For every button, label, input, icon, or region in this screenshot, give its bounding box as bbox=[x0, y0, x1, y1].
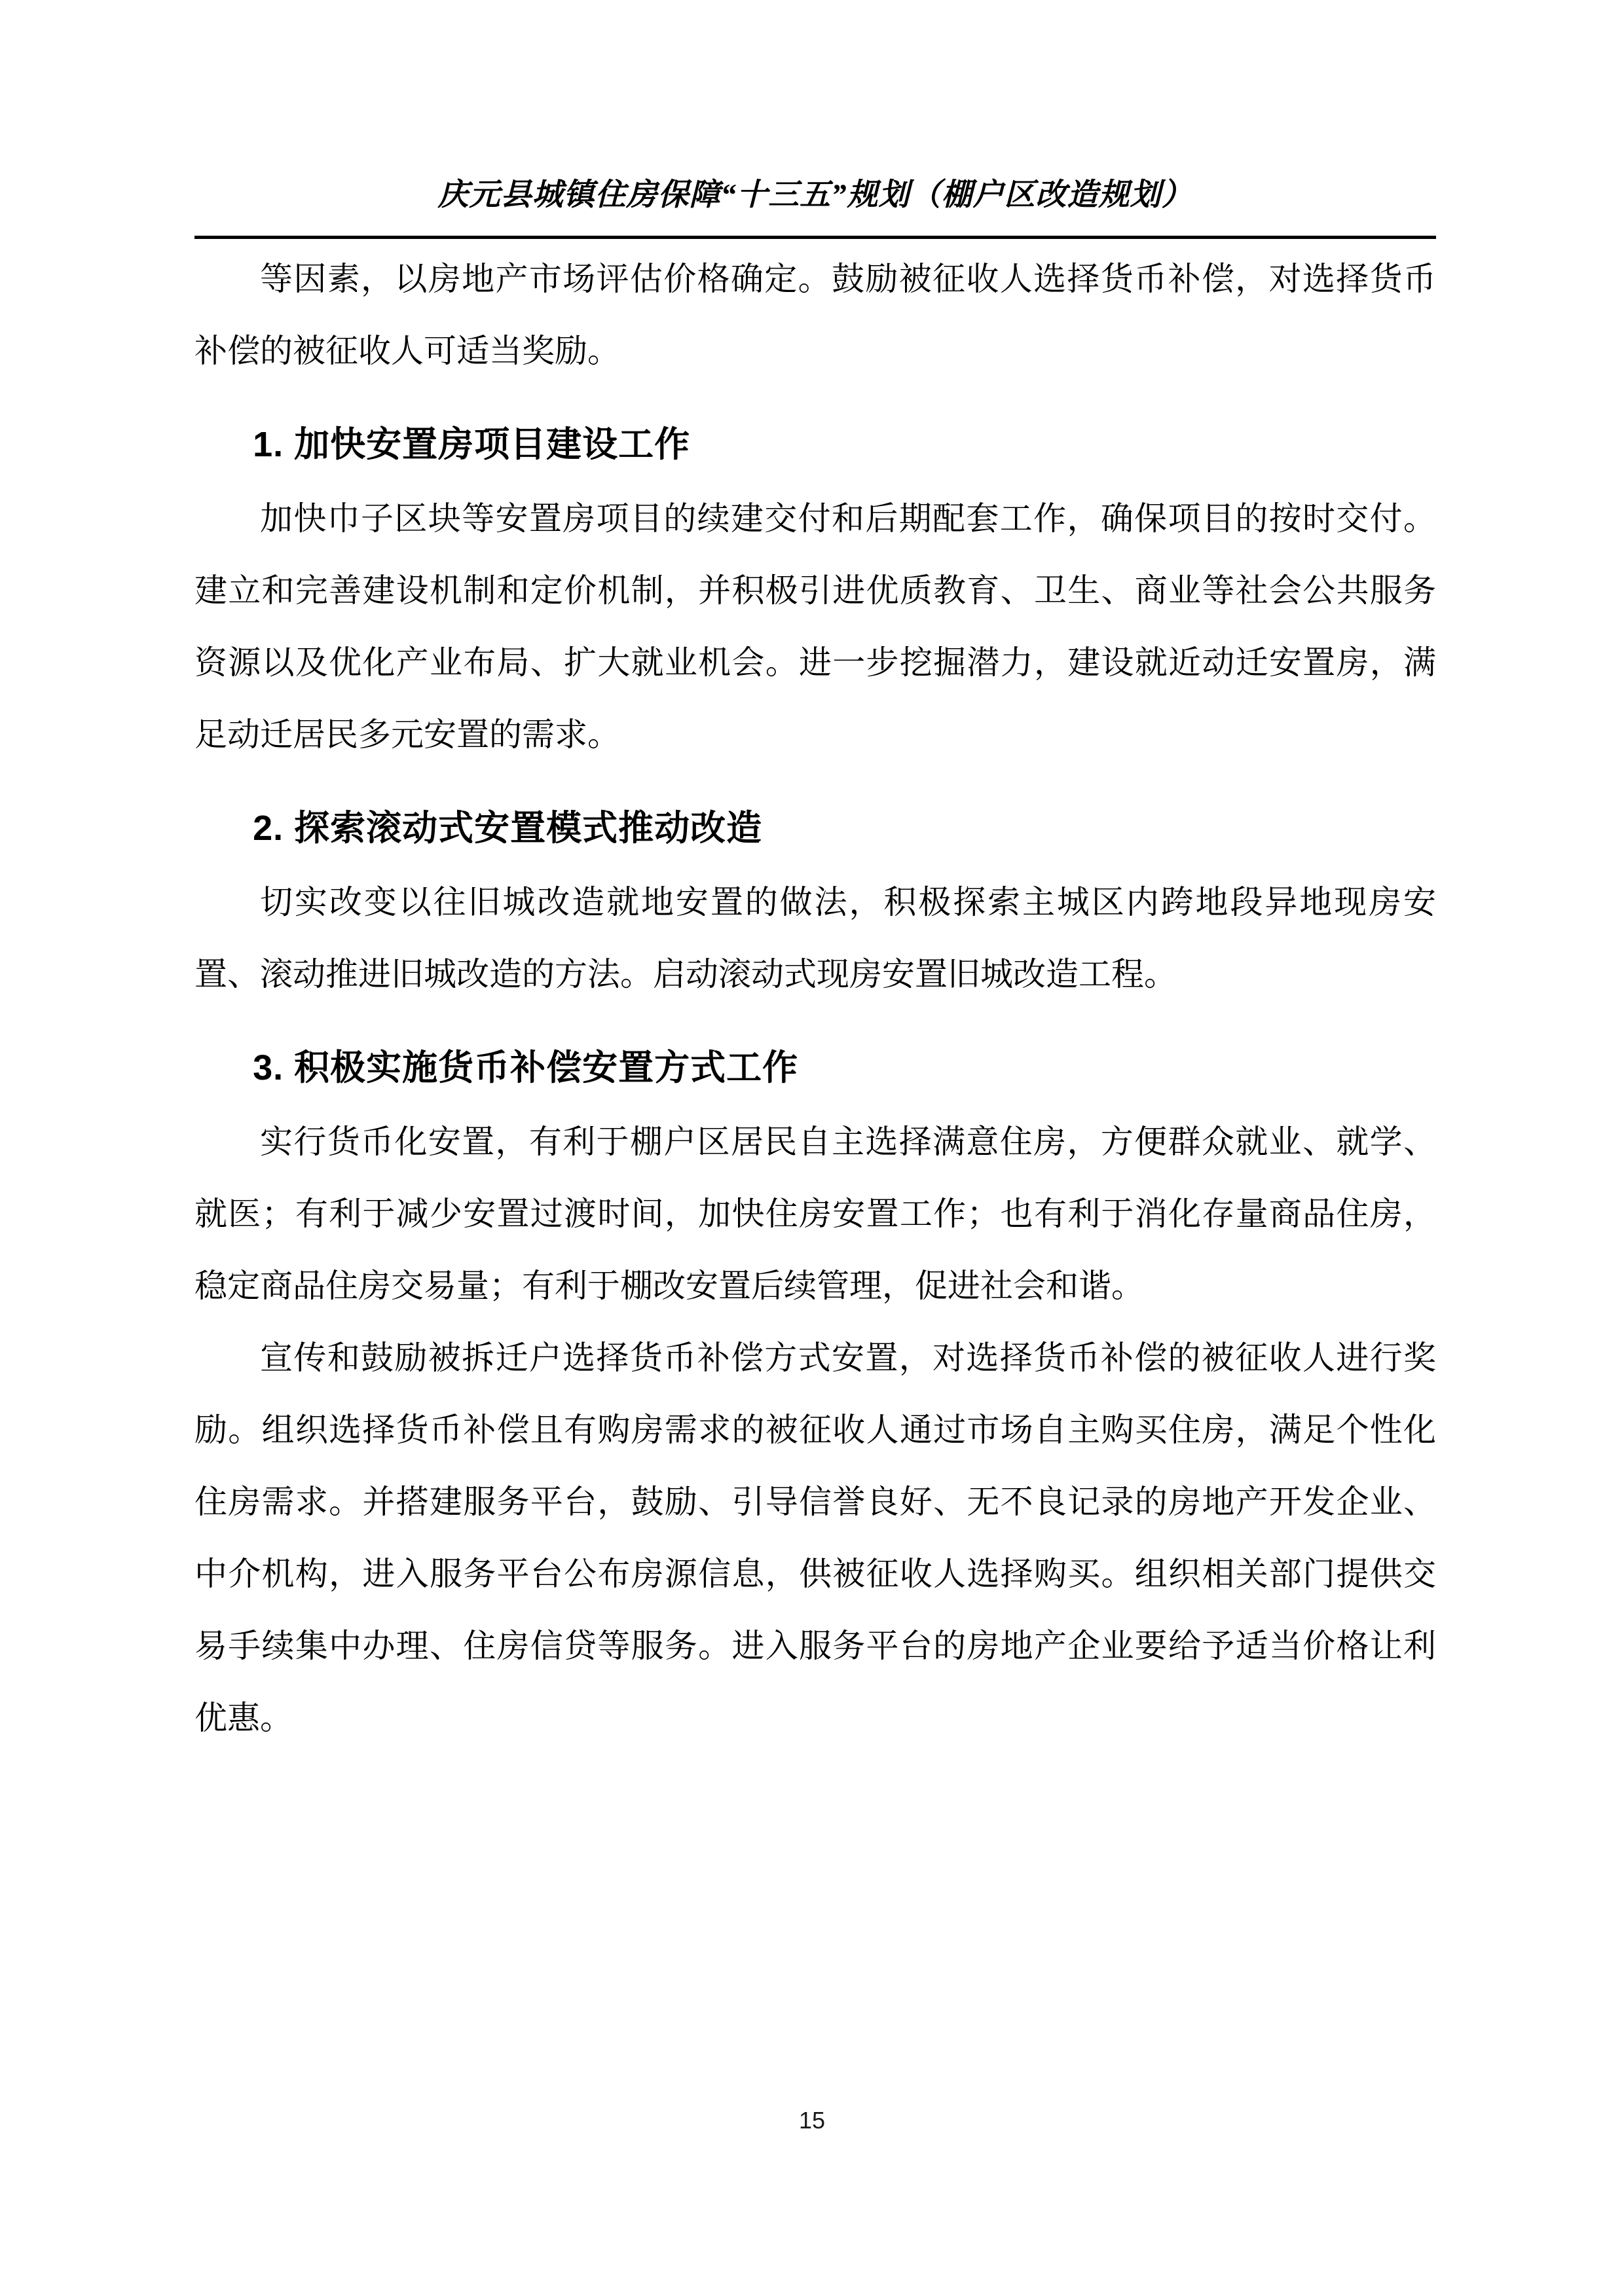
section-heading-2: 2. 探索滚动式安置模式推动改造 bbox=[253, 809, 763, 848]
section-1-paragraph: 加快巾子区块等安置房项目的续建交付和后期配套工作，确保项目的按时交付。建立和完善建设机制和定价机制，并积极引进优质教育、卫生、商业等社会公共服务资源以及优化产业布局、扩大就业机会。进一步挖掘潜力，建设就近动迁安置房，满足动迁居民多元安置的需求。 bbox=[194, 500, 1436, 753]
page-content bbox=[194, 174, 1436, 1754]
section-3-paragraph-2: 宣传和鼓励被拆迁户选择货币补偿方式安置，对选择货币补偿的被征收人进行奖励。组织选择货币补偿且有购房需求的被征收人通过市场自主购买住房，满足个性化住房需求。并搭建服务平台，鼓励、引导信誉良好、无不良记录的房地产开发企业、中介机构，进入服务平台公布房源信息，供被征收人选择购买。组织相关部门提供交易手续集中办理、住房信贷等服务。进入服务平台的房地产企业要给予适当价格让利优惠。 bbox=[194, 1339, 1436, 1736]
header-divider bbox=[194, 236, 1436, 239]
section-heading-3: 3. 积极实施货币补偿安置方式工作 bbox=[253, 1048, 799, 1087]
section-heading-1: 1. 加快安置房项目建设工作 bbox=[253, 425, 691, 464]
running-header-title: 庆元县城镇住房保障“十三五”规划（棚户区改造规划） bbox=[437, 178, 1193, 212]
page-number: 15 bbox=[798, 2107, 826, 2134]
section-2-paragraph: 切实改变以往旧城改造就地安置的做法，积极探索主城区内跨地段异地现房安置、滚动推进旧城改造的方法。启动滚动式现房安置旧城改造工程。 bbox=[194, 884, 1436, 993]
intro-paragraph: 等因素，以房地产市场评估价格确定。鼓励被征收人选择货币补偿，对选择货币补偿的被征收人可适当奖励。 bbox=[194, 261, 1436, 369]
section-3-paragraph-1: 实行货币化安置，有利于棚户区居民自主选择满意住房，方便群众就业、就学、就医；有利于减少安置过渡时间，加快住房安置工作；也有利于消化存量商品住房，稳定商品住房交易量；有利于棚改安置后续管理，促进社会和谐。 bbox=[194, 1123, 1436, 1304]
